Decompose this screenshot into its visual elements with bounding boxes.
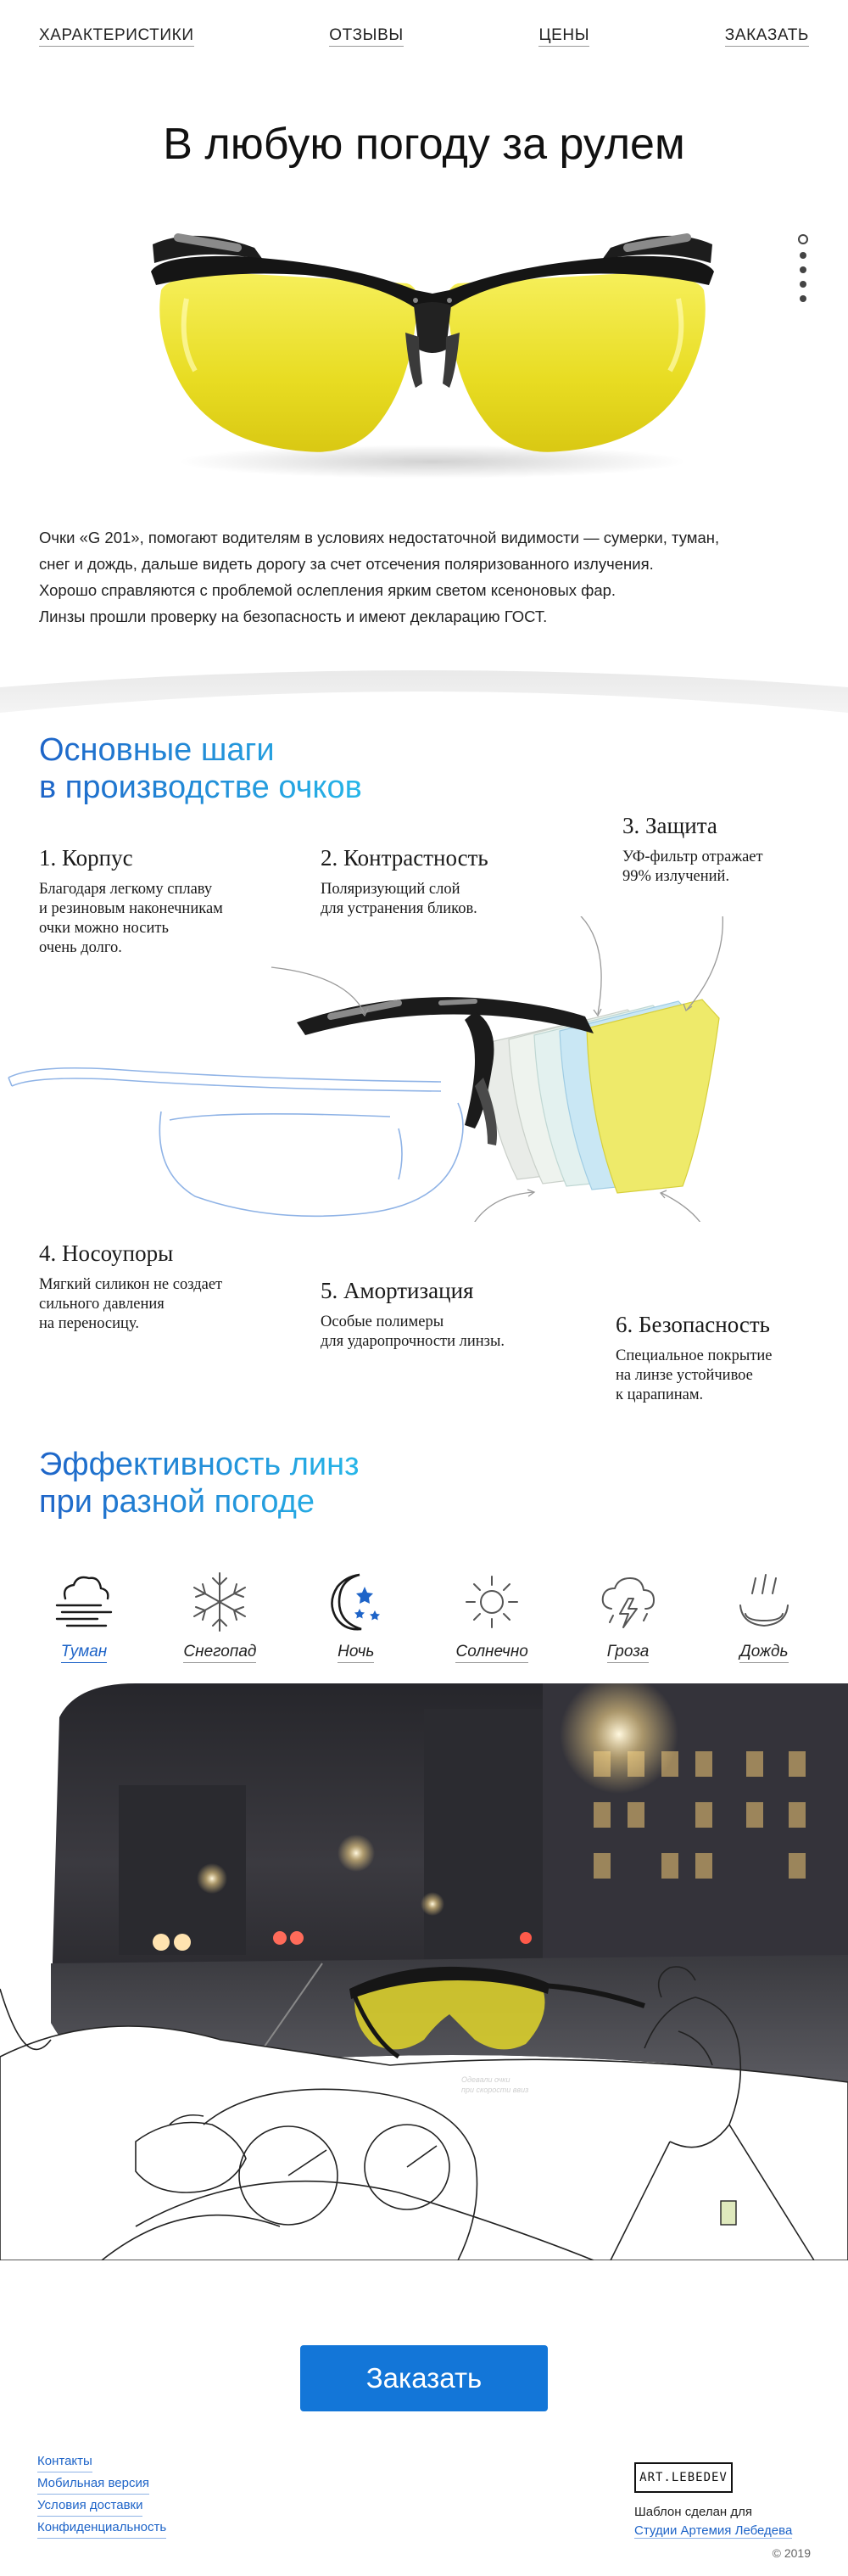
step-text-line: Специальное покрытие xyxy=(616,1347,773,1364)
step-text-line: УФ-фильтр отражает xyxy=(622,848,763,865)
intro-line: Очки «G 201», помогают водителям в условиях недостаточной видимости — сумерки, туман, xyxy=(39,529,720,546)
footer-link-mobile-version[interactable]: Мобильная версия xyxy=(37,2472,149,2495)
step-card-nosepads xyxy=(39,1240,222,1334)
step-text-line: очень долго. xyxy=(39,939,122,956)
weather-title-line: при разной погоде xyxy=(39,1484,315,1520)
weather-section-title xyxy=(39,1446,360,1520)
step-card-body xyxy=(39,845,223,958)
step-text-line: Благодаря легкому сплаву xyxy=(39,881,213,898)
step-text-line: на переносицу. xyxy=(39,1315,139,1332)
order-button[interactable]: Заказать xyxy=(300,2345,548,2411)
snowflake-icon xyxy=(184,1568,255,1636)
step-title: 2. Контрастность xyxy=(321,845,488,871)
step-card-contrast xyxy=(321,845,488,919)
hero-glasses-image xyxy=(136,222,729,485)
step-title: 6. Безопасность xyxy=(616,1312,770,1337)
driving-scene-illustration xyxy=(0,1683,848,2260)
weather-tab-rain[interactable] xyxy=(700,1568,828,1661)
footer-credit xyxy=(634,2503,792,2540)
hero-slider-dots xyxy=(797,234,809,302)
weather-tab-label: Туман xyxy=(61,1643,108,1663)
slider-dot-2[interactable] xyxy=(800,252,806,259)
steps-title-line: в производстве очков xyxy=(39,770,362,805)
nav-link-reviews[interactable]: ОТЗЫВЫ xyxy=(329,26,404,47)
footer-links xyxy=(37,2450,166,2539)
step-text-line: для устранения бликов. xyxy=(321,900,477,917)
fog-icon xyxy=(48,1568,120,1636)
weather-title-line: Эффективность линз xyxy=(39,1447,360,1482)
slider-dot-3[interactable] xyxy=(800,266,806,273)
intro-line: снег и дождь, дальше видеть дорогу за счет отсечения поляризованного излучения. xyxy=(39,555,654,573)
nav-link-prices[interactable]: ЦЕНЫ xyxy=(538,26,589,47)
intro-line: Хорошо справляются с проблемой ослепления ярким светом ксеноновых фар. xyxy=(39,581,616,599)
step-title: 4. Носоупоры xyxy=(39,1240,174,1266)
footer-link-delivery-terms[interactable]: Условия доставки xyxy=(37,2495,142,2517)
hero-title: В любую погоду за рулем xyxy=(163,120,685,169)
steps-title-line: Основные шаги xyxy=(39,732,275,768)
nav-link-characteristics[interactable]: ХАРАКТЕРИСТИКИ xyxy=(39,26,194,47)
credit-studio-link[interactable]: Студии Артемия Лебедева xyxy=(634,2523,793,2538)
scene-caption-line-1: Одевали очки xyxy=(461,2075,510,2084)
sun-icon xyxy=(456,1568,527,1636)
step-text-line: на линзе устойчивое xyxy=(616,1367,753,1384)
nav-link-order[interactable]: ЗАКАЗАТЬ xyxy=(725,26,809,47)
step-text-line: к царапинам. xyxy=(616,1386,704,1403)
moon-stars-icon xyxy=(321,1568,392,1636)
slider-dot-1[interactable] xyxy=(798,234,808,244)
production-steps-diagram xyxy=(0,916,848,1222)
weather-tab-thunderstorm[interactable] xyxy=(565,1568,692,1661)
top-navigation xyxy=(39,24,809,49)
intro-text xyxy=(39,524,802,630)
weather-tab-snowfall[interactable] xyxy=(156,1568,283,1661)
step-title: 5. Амортизация xyxy=(321,1278,474,1303)
footer-link-contacts[interactable]: Контакты xyxy=(37,2450,92,2472)
weather-tab-sunny[interactable] xyxy=(428,1568,555,1661)
slider-dot-5[interactable] xyxy=(800,295,806,302)
step-text-line: и резиновым наконечникам xyxy=(39,900,223,917)
step-title: 3. Защита xyxy=(622,813,717,838)
footer-link-privacy[interactable]: Конфиденциальность xyxy=(37,2517,166,2539)
intro-line: Линзы прошли проверку на безопасность и имеют декларацию ГОСТ. xyxy=(39,608,548,625)
step-text-line: очки можно носить xyxy=(39,920,169,937)
step-text-line: сильного давления xyxy=(39,1296,165,1313)
rain-icon xyxy=(728,1568,800,1636)
step-card-protection xyxy=(622,813,763,887)
weather-tab-night[interactable] xyxy=(293,1568,420,1661)
step-title: 1. Корпус xyxy=(39,845,133,871)
step-text-line: для ударопрочности линзы. xyxy=(321,1333,505,1350)
weather-tab-fog[interactable] xyxy=(20,1568,148,1661)
step-text-line: Мягкий силикон не создает xyxy=(39,1276,223,1293)
weather-tab-label: Ночь xyxy=(338,1643,374,1663)
weather-tab-label: Снегопад xyxy=(183,1643,256,1663)
step-text-line: Особые полимеры xyxy=(321,1313,444,1330)
step-card-shock-absorption xyxy=(321,1278,505,1352)
weather-tab-label: Дождь xyxy=(739,1643,788,1663)
step-text-line: 99% излучений. xyxy=(622,868,730,885)
slider-dot-4[interactable] xyxy=(800,281,806,288)
step-text-line: Поляризующий слой xyxy=(321,881,460,898)
weather-tab-label: Гроза xyxy=(607,1643,650,1663)
thunderstorm-icon xyxy=(593,1568,664,1636)
art-lebedev-logo[interactable]: ART.LEBEDEV xyxy=(634,2462,733,2493)
scene-caption-line-2: при скорости ввиз xyxy=(461,2086,529,2094)
weather-tabs xyxy=(20,1568,828,1661)
weather-tab-label: Солнечно xyxy=(455,1643,527,1663)
steps-section-title xyxy=(39,731,362,806)
step-card-safety xyxy=(616,1312,773,1405)
copyright: © 2019 xyxy=(772,2546,811,2560)
credit-text: Шаблон сделан для xyxy=(634,2505,752,2519)
